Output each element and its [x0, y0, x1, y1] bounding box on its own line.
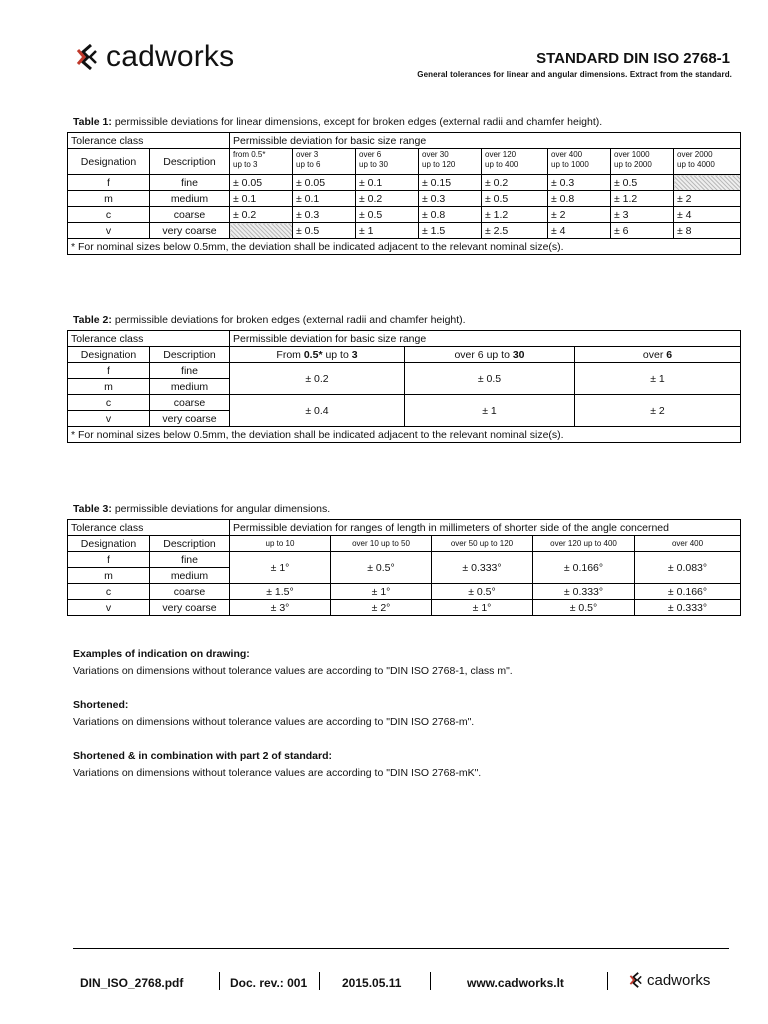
t1-value-cell: ± 0.1 — [293, 191, 356, 207]
footer-divider — [73, 948, 729, 949]
note-heading-examples: Examples of indication on drawing: — [73, 648, 250, 660]
table-row — [68, 191, 741, 207]
t1-range-3: over 6 up to 30 — [356, 149, 419, 175]
t3-value-cell: ± 0.166° — [533, 552, 635, 584]
t1-description-header: Description — [150, 149, 230, 175]
t1-description-cell: medium — [150, 191, 230, 207]
footer-date: 2015.05.11 — [342, 976, 402, 990]
t2-designation-header: Designation — [68, 347, 150, 363]
table2-caption — [73, 314, 466, 326]
t2-description-cell: coarse — [150, 395, 230, 411]
t3-value-cell: ± 0.5° — [432, 584, 533, 600]
t3-value-cell: ± 0.166° — [635, 584, 741, 600]
note-text-combination: Variations on dimensions without tolerance values are according to "DIN ISO 2768-mK". — [73, 767, 482, 779]
t1-value-cell: ± 1.5 — [419, 223, 482, 239]
t3-value-cell: ± 2° — [331, 600, 432, 616]
footer-separator — [607, 972, 608, 990]
t1-designation-header: Designation — [68, 149, 150, 175]
t1-value-cell: ± 0.15 — [419, 175, 482, 191]
t2-range-3: over 6 — [575, 347, 741, 363]
t3-designation-cell: c — [68, 584, 150, 600]
t1-value-cell: ± 0.1 — [230, 191, 293, 207]
t1-value-cell: ± 0.8 — [548, 191, 611, 207]
t3-range-2: over 10 up to 50 — [331, 536, 432, 552]
t1-tolerance-class-header: Tolerance class — [68, 133, 230, 149]
t1-designation-cell: f — [68, 175, 150, 191]
t3-range-3: over 50 up to 120 — [432, 536, 533, 552]
table-row — [68, 223, 741, 239]
t3-value-cell: ± 1° — [331, 584, 432, 600]
t2-range-2: over 6 up to 30 — [405, 347, 575, 363]
t3-range-5: over 400 — [635, 536, 741, 552]
t1-hatched-cell — [230, 223, 293, 239]
t3-value-cell: ± 0.5° — [331, 552, 432, 584]
t1-value-cell: ± 0.5 — [293, 223, 356, 239]
table1-caption — [73, 116, 602, 128]
t1-value-cell: ± 0.8 — [419, 207, 482, 223]
footer-website[interactable]: www.cadworks.lt — [467, 976, 564, 990]
t3-value-cell: ± 1.5° — [230, 584, 331, 600]
note-text-shortened: Variations on dimensions without tolerance values are according to "DIN ISO 2768-m". — [73, 716, 475, 728]
t2-designation-cell: v — [68, 411, 150, 427]
t3-value-cell: ± 1° — [432, 600, 533, 616]
t1-value-cell: ± 0.2 — [482, 175, 548, 191]
t1-range-2: over 3 up to 6 — [293, 149, 356, 175]
t1-value-cell: ± 0.3 — [419, 191, 482, 207]
table3-angular-dimensions — [67, 519, 741, 616]
t3-description-cell: very coarse — [150, 600, 230, 616]
t3-description-cell: fine — [150, 552, 230, 568]
t1-value-cell: ± 0.5 — [482, 191, 548, 207]
table3-caption-label: Table 3: — [73, 503, 112, 515]
t1-hatched-cell — [674, 175, 741, 191]
t1-permissible-header: Permissible deviation for basic size range — [230, 133, 741, 149]
t1-value-cell: ± 1.2 — [482, 207, 548, 223]
t1-value-cell: ± 6 — [611, 223, 674, 239]
t2-designation-cell: c — [68, 395, 150, 411]
t3-value-cell: ± 0.333° — [432, 552, 533, 584]
t1-range-5: over 120 up to 400 — [482, 149, 548, 175]
note-heading-shortened: Shortened: — [73, 699, 129, 711]
t1-value-cell: ± 0.3 — [293, 207, 356, 223]
t1-value-cell: ± 8 — [674, 223, 741, 239]
t1-value-cell: ± 2 — [548, 207, 611, 223]
table-row — [68, 600, 741, 616]
t2-value-cell: ± 0.2 — [230, 363, 405, 395]
table-row — [68, 207, 741, 223]
t2-range-1: From 0.5* up to 3 — [230, 347, 405, 363]
t3-range-1: up to 10 — [230, 536, 331, 552]
t1-value-cell: ± 0.2 — [230, 207, 293, 223]
cadworks-logo-icon — [628, 971, 646, 989]
t1-designation-cell: c — [68, 207, 150, 223]
t1-value-cell: ± 0.1 — [356, 175, 419, 191]
cadworks-logo-icon — [74, 42, 104, 72]
t2-tolerance-class-header: Tolerance class — [68, 331, 230, 347]
t2-permissible-header: Permissible deviation for basic size range — [230, 331, 741, 347]
t1-description-cell: very coarse — [150, 223, 230, 239]
t2-designation-cell: f — [68, 363, 150, 379]
t1-value-cell: ± 2.5 — [482, 223, 548, 239]
t2-footnote: * For nominal sizes below 0.5mm, the deviation shall be indicated adjacent to the relevant nominal size(s). — [68, 427, 741, 443]
t3-description-cell: coarse — [150, 584, 230, 600]
t1-range-6: over 400 up to 1000 — [548, 149, 611, 175]
t3-description-header: Description — [150, 536, 230, 552]
t1-value-cell: ± 4 — [548, 223, 611, 239]
t2-description-cell: fine — [150, 363, 230, 379]
t2-value-cell: ± 2 — [575, 395, 741, 427]
t3-value-cell: ± 1° — [230, 552, 331, 584]
t1-description-cell: coarse — [150, 207, 230, 223]
t3-permissible-header: Permissible deviation for ranges of length in millimeters of shorter side of the angle concerned — [230, 520, 741, 536]
t3-range-4: over 120 up to 400 — [533, 536, 635, 552]
t1-value-cell: ± 1.2 — [611, 191, 674, 207]
table-row — [68, 363, 741, 379]
t2-value-cell: ± 0.4 — [230, 395, 405, 427]
page-subtitle: General tolerances for linear and angular dimensions. Extract from the standard. — [417, 70, 732, 79]
t2-designation-cell: m — [68, 379, 150, 395]
table2-caption-label: Table 2: — [73, 314, 112, 326]
t1-value-cell: ± 2 — [674, 191, 741, 207]
footer-doc-rev: Doc. rev.: 001 — [230, 976, 308, 990]
table3-caption-text: permissible deviations for angular dimensions. — [111, 503, 331, 515]
table1-caption-text: permissible deviations for linear dimensions, except for broken edges (external radii and chamfer height). — [111, 116, 603, 128]
t1-description-cell: fine — [150, 175, 230, 191]
table3-caption — [73, 503, 330, 515]
table2-broken-edges — [67, 330, 741, 443]
t2-description-header: Description — [150, 347, 230, 363]
t3-tolerance-class-header: Tolerance class — [68, 520, 230, 536]
table-row — [68, 552, 741, 568]
t1-range-8: over 2000 up to 4000 — [674, 149, 741, 175]
t3-value-cell: ± 0.083° — [635, 552, 741, 584]
t2-value-cell: ± 1 — [405, 395, 575, 427]
t3-description-cell: medium — [150, 568, 230, 584]
note-text-examples: Variations on dimensions without tolerance values are according to "DIN ISO 2768-1, class m". — [73, 665, 513, 677]
page-title: STANDARD DIN ISO 2768-1 — [536, 50, 730, 67]
t1-footnote: * For nominal sizes below 0.5mm, the deviation shall be indicated adjacent to the relevant nominal size(s). — [68, 239, 741, 255]
t1-designation-cell: v — [68, 223, 150, 239]
t1-value-cell: ± 0.3 — [548, 175, 611, 191]
t1-value-cell: ± 0.2 — [356, 191, 419, 207]
t3-value-cell: ± 0.333° — [533, 584, 635, 600]
t1-value-cell: ± 0.05 — [293, 175, 356, 191]
note-heading-combination: Shortened & in combination with part 2 of standard: — [73, 750, 333, 762]
t3-designation-cell: m — [68, 568, 150, 584]
brand-logo — [74, 40, 234, 74]
t1-value-cell: ± 4 — [674, 207, 741, 223]
t1-value-cell: ± 1 — [356, 223, 419, 239]
t1-designation-cell: m — [68, 191, 150, 207]
footer-separator — [430, 972, 431, 990]
footer-brand-logo — [628, 971, 710, 989]
t1-range-4: over 30 up to 120 — [419, 149, 482, 175]
t2-value-cell: ± 0.5 — [405, 363, 575, 395]
table-row — [68, 175, 741, 191]
table2-caption-text: permissible deviations for broken edges (external radii and chamfer height). — [111, 314, 466, 326]
t3-value-cell: ± 3° — [230, 600, 331, 616]
t2-description-cell: very coarse — [150, 411, 230, 427]
t2-value-cell: ± 1 — [575, 363, 741, 395]
table1-caption-label: Table 1: — [73, 116, 112, 128]
t2-description-cell: medium — [150, 379, 230, 395]
table1-linear-dimensions — [67, 132, 741, 255]
t3-value-cell: ± 0.5° — [533, 600, 635, 616]
t3-designation-cell: v — [68, 600, 150, 616]
t1-range-1: from 0.5* up to 3 — [230, 149, 293, 175]
t1-value-cell: ± 3 — [611, 207, 674, 223]
footer-brand-name: cadworks — [647, 971, 711, 989]
footer-separator — [319, 972, 320, 990]
footer-separator — [219, 972, 220, 990]
brand-name: cadworks — [106, 40, 235, 73]
table-row — [68, 395, 741, 411]
footer-filename: DIN_ISO_2768.pdf — [80, 976, 184, 990]
table-row — [68, 584, 741, 600]
t3-designation-cell: f — [68, 552, 150, 568]
t1-value-cell: ± 0.5 — [611, 175, 674, 191]
t3-designation-header: Designation — [68, 536, 150, 552]
t1-value-cell: ± 0.05 — [230, 175, 293, 191]
t1-range-7: over 1000 up to 2000 — [611, 149, 674, 175]
t3-value-cell: ± 0.333° — [635, 600, 741, 616]
t1-value-cell: ± 0.5 — [356, 207, 419, 223]
